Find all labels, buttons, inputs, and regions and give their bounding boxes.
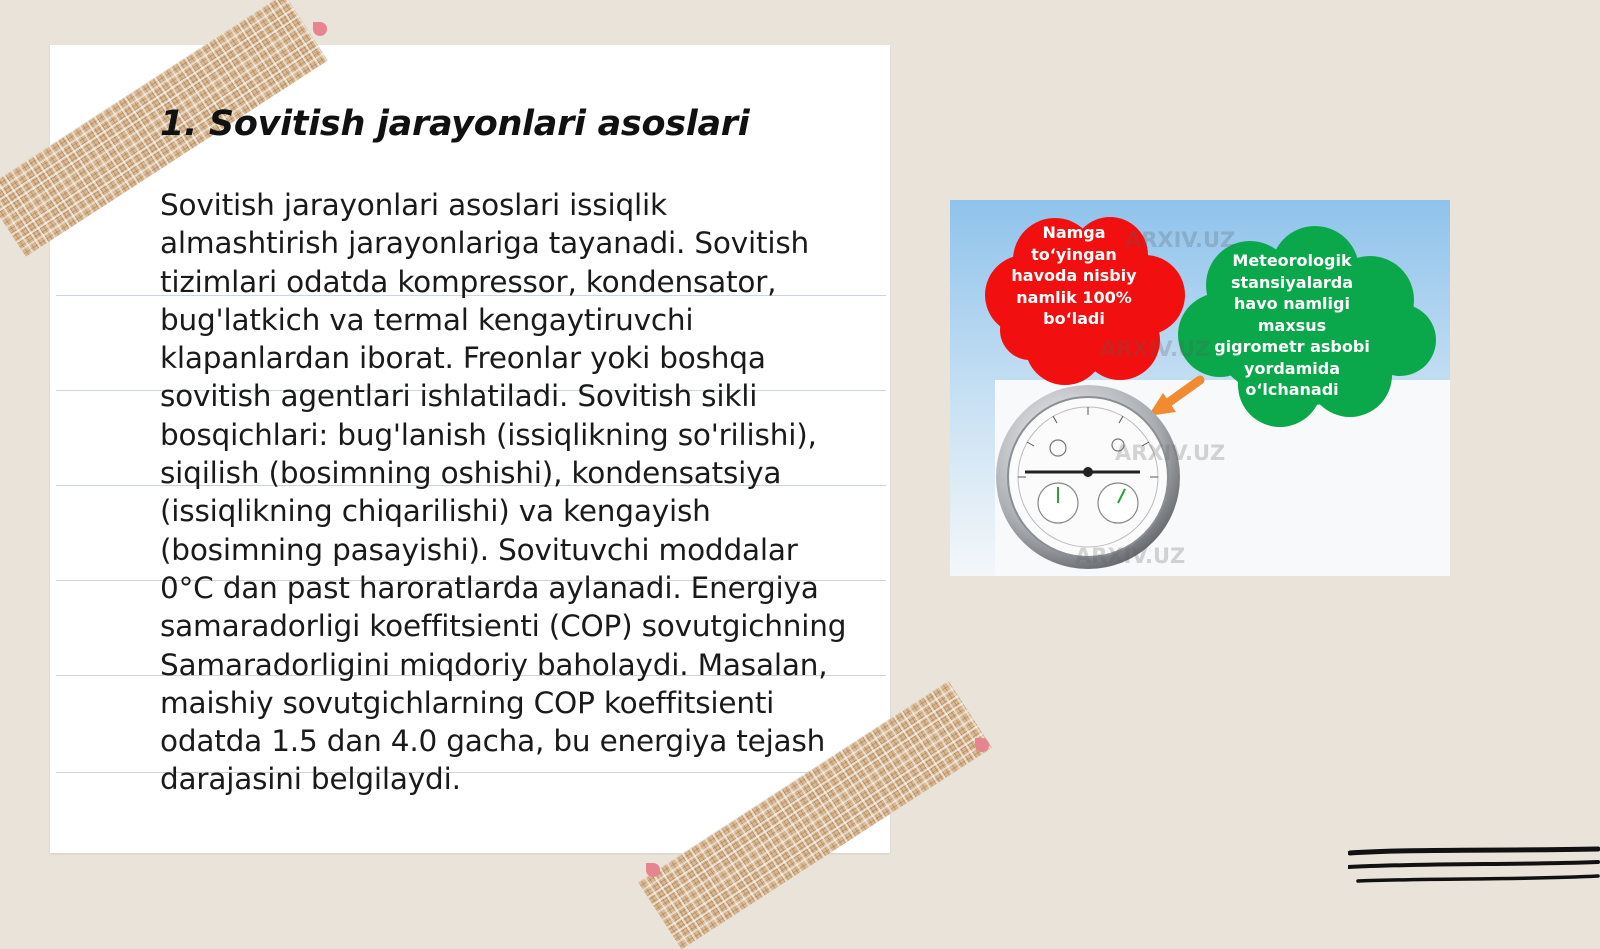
- barometer-hygrometer-icon: [996, 385, 1180, 569]
- red-bubble-caption: Namga to‘yingan havoda nisbiy namlik 100% bo‘ladi: [1011, 223, 1137, 328]
- humidity-illustration: [950, 200, 1450, 576]
- tape-notch: [975, 738, 989, 752]
- watermark: ARXIV.UZ: [1100, 337, 1211, 361]
- slide-title: 1. Sovitish jarayonlari asoslari: [160, 104, 750, 144]
- watermark: ARXIV.UZ: [1075, 544, 1186, 568]
- watermark: ARXIV.UZ: [1125, 228, 1236, 252]
- watermark: ARXIV.UZ: [1115, 441, 1226, 465]
- tape-notch: [646, 863, 660, 877]
- slide-body-text: Sovitish jarayonlari asoslari issiqlik almashtirish jarayonlariga tayanadi. Sovitish tizimlari odatda kompressor, kondensator, bug'latkich va termal kengaytiruvchi klapanlardan iborat. Freonlar yoki boshqa sovitish agentlari ishlatiladi. Sovitish sikli bosqichlari: bug'lanish (issiqlikning so'rilishi), siqilish (bosimning oshishi), kondensatsiya (issiqlikning chiqarilishi) va kengayish (bosimning pasayishi). Sovituvchi moddalar 0°C dan past haroratlarda aylanadi. Energiya samaradorligi koeffitsienti (COP) sovutgichning Samaradorligini miqdoriy baholaydi. Masalan, maishiy sovutgichlarning COP koeffitsienti odatda 1.5 dan 4.0 gacha, bu energiya tejash darajasini belgilaydi.: [160, 188, 847, 797]
- green-bubble-caption: Meteorologik stansiyalarda havo namligi maxsus gigrometr asbobi yordamida o‘lchanadi: [1214, 251, 1370, 399]
- decorative-scribble: [1348, 845, 1600, 895]
- tape-notch: [313, 22, 327, 36]
